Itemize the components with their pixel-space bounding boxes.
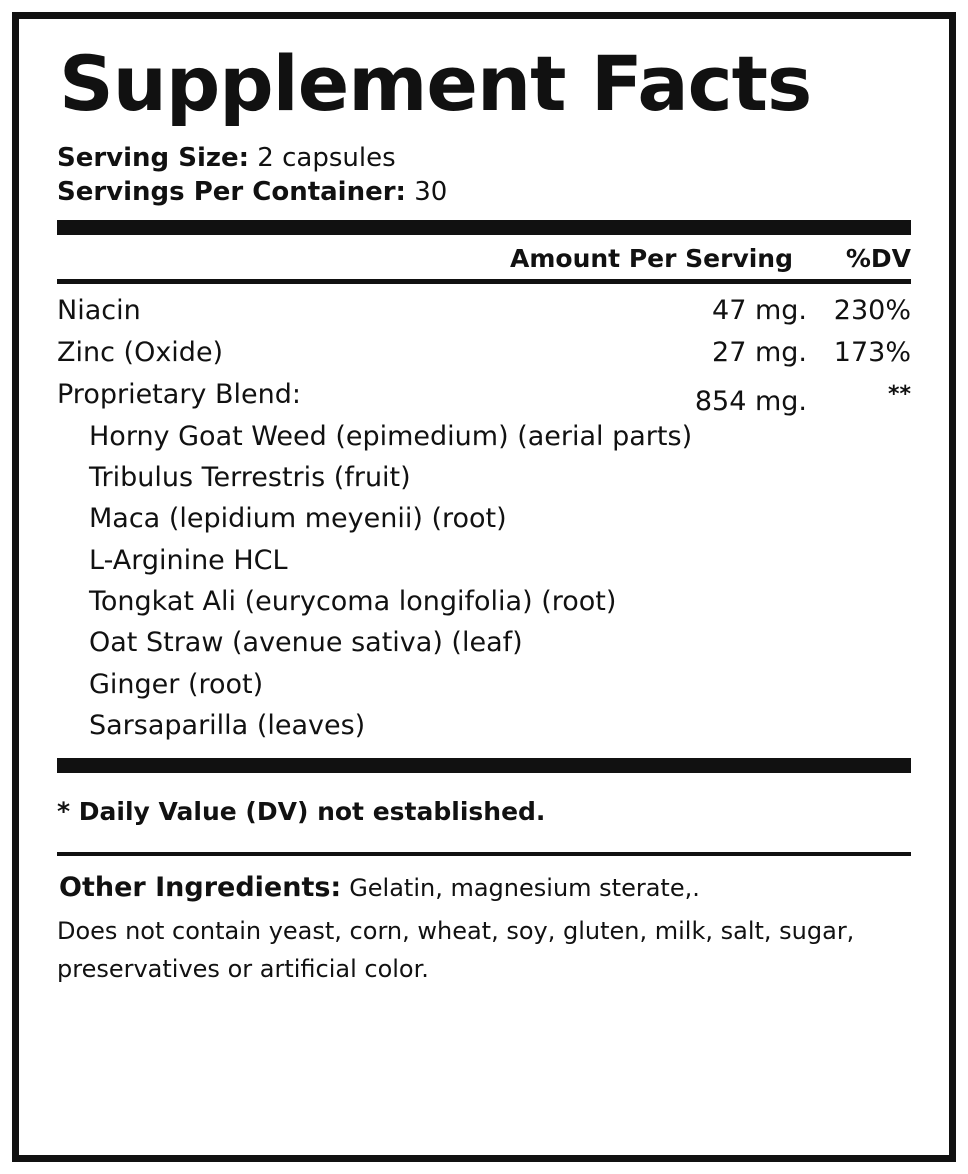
nutrient-name: Zinc (Oxide) <box>57 336 224 368</box>
table-row-blend <box>57 368 911 417</box>
other-ingredients-value: Gelatin, magnesium sterate,. <box>349 874 700 903</box>
servings-per-container-line <box>57 175 915 209</box>
table-row <box>57 326 911 368</box>
list-item: Tongkat Ali (eurycoma longifolia) (root) <box>89 586 617 618</box>
divider-thick-top <box>57 220 911 235</box>
list-item: Ginger (root) <box>89 668 264 700</box>
list-item: L-Arginine HCL <box>89 544 288 576</box>
serving-size-value: 2 capsules <box>257 143 396 174</box>
nutrient-amount: 27 mg. <box>712 336 807 368</box>
servings-per-container-label: Servings Per Container: <box>57 177 406 208</box>
nutrient-dv: 173% <box>833 336 911 368</box>
page-title: Supplement Facts <box>59 39 812 128</box>
column-headers <box>57 244 911 273</box>
serving-size-line <box>57 141 915 175</box>
serving-size-label: Serving Size: <box>57 143 250 174</box>
list-item: Maca (lepidium meyenii) (root) <box>89 503 507 535</box>
blend-dv: ** <box>887 381 911 407</box>
list-item: Tribulus Terrestris (fruit) <box>89 462 411 494</box>
supplement-facts-panel <box>12 12 956 1162</box>
divider-thick-bottom <box>57 758 911 773</box>
supplement-facts-inner <box>19 19 949 989</box>
other-ingredients-label: Other Ingredients: <box>59 872 342 904</box>
column-header-amount: Amount Per Serving <box>510 243 793 273</box>
nutrient-amount: 47 mg. <box>712 294 807 326</box>
list-item: Horny Goat Weed (epimedium) (aerial parts) <box>89 420 693 452</box>
column-header-dv: %DV <box>845 243 911 273</box>
divider-thin <box>57 852 911 856</box>
daily-value-footnote: * Daily Value (DV) not established. <box>57 797 546 827</box>
list-item: Oat Straw (avenue sativa) (leaf) <box>89 627 523 659</box>
blend-name: Proprietary Blend: <box>57 378 301 410</box>
nutrient-dv: 230% <box>833 294 911 326</box>
nutrient-name: Niacin <box>57 294 141 326</box>
blend-amount: 854 mg. <box>694 385 807 417</box>
other-ingredients-line <box>59 872 911 904</box>
servings-per-container-value: 30 <box>414 177 448 208</box>
disclaimer-text: Does not contain yeast, corn, wheat, soy, gluten, milk, salt, sugar, preservatives or artificial color. <box>57 917 855 984</box>
list-item: Sarsaparilla (leaves) <box>89 710 366 742</box>
table-row <box>57 284 911 326</box>
